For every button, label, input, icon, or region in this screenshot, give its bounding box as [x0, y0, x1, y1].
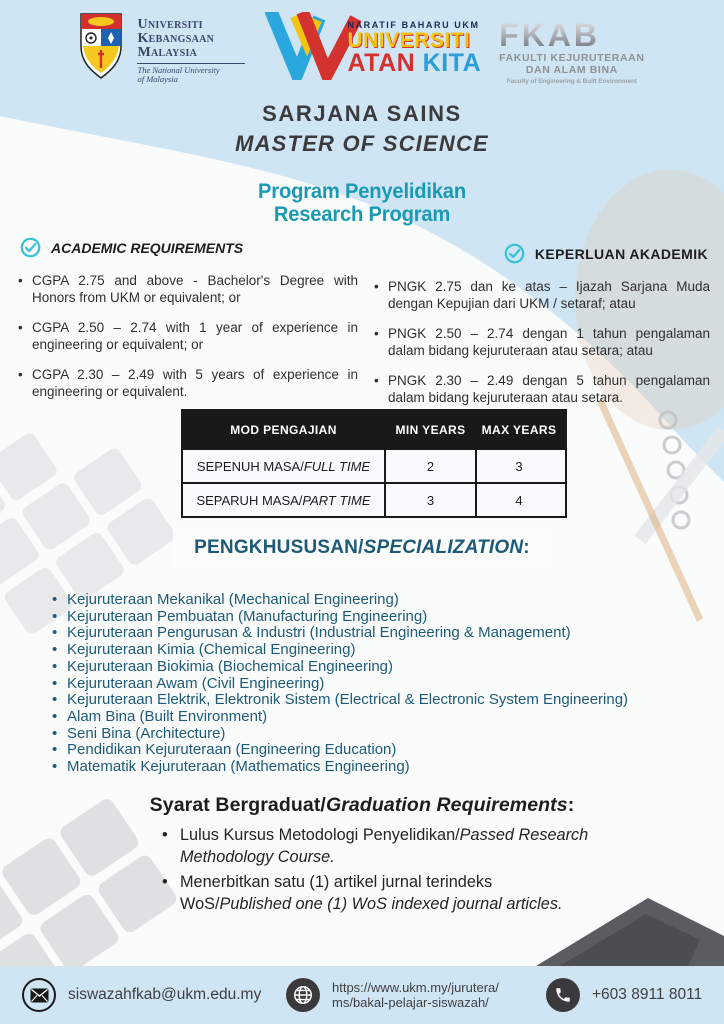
- title-english: MASTER OF SCIENCE: [235, 131, 489, 156]
- email-icon: [22, 978, 56, 1012]
- globe-icon: [286, 978, 320, 1012]
- watan-kita-logo: [265, 12, 481, 80]
- specialization-item: • Kejuruteraan Pengurusan & Industri (Industrial Engineering & Management): [50, 625, 714, 642]
- graduation-heading: Syarat Bergraduat/Graduation Requirements:: [149, 794, 575, 816]
- phone-number: +603 8911 8011: [592, 986, 703, 1003]
- table-row: [183, 482, 565, 516]
- footer-phone: [546, 966, 702, 1024]
- academic-requirements-section: [16, 237, 358, 413]
- ukm-name-block: [137, 18, 245, 84]
- website-url: https://www.ukm.my/jurutera/ ms/bakal-pelajar-siswazah/: [332, 980, 499, 1010]
- title-malay: SARJANA SAINS: [262, 101, 462, 126]
- fkab-faculty-line: DAN ALAM BINA: [525, 64, 618, 76]
- table-header-row: [183, 411, 565, 448]
- specialization-item: • Kejuruteraan Elektrik, Elektronik Sistem (Electrical & Electronic System Engineering): [50, 692, 714, 709]
- specialization-item: • Kejuruteraan Awam (Civil Engineering): [50, 676, 714, 693]
- graduation-item: • Lulus Kursus Metodologi Penyelidikan/Passed Research Methodology Course.: [160, 824, 598, 868]
- divider: [137, 63, 245, 64]
- section-heading: KEPERLUAN AKADEMIK: [534, 245, 708, 262]
- requirement-item: • CGPA 2.30 – 2.49 with 5 years of experience in engineering or equivalent.: [16, 366, 358, 400]
- table-row: [183, 448, 565, 482]
- min-years-cell: 2: [384, 450, 475, 482]
- table-body: [183, 448, 565, 516]
- section-heading: ACADEMIC REQUIREMENTS: [51, 239, 244, 256]
- max-years-cell: 3: [475, 450, 561, 482]
- requirement-item: • CGPA 2.50 – 2.74 with 1 year of experience in engineering or equivalent; or: [16, 319, 358, 353]
- watan-atan-kita: ATAN KITA: [347, 49, 482, 77]
- program-title: [14, 180, 709, 226]
- mode-cell: SEPARUH MASA/ PART TIME: [196, 492, 371, 508]
- check-icon: [20, 237, 41, 258]
- graduation-section: [0, 794, 724, 918]
- requirement-item: • PNGK 2.30 – 2.49 dengan 5 tahun pengalaman dalam bidang kejuruteraan atau setara.: [372, 372, 710, 406]
- specialization-list: [50, 592, 714, 776]
- fkab-faculty-line: FAKULTI KEJURUTERAAN: [499, 52, 645, 64]
- ukm-name-line: Kebangsaan: [137, 31, 215, 46]
- specialization-item: • Kejuruteraan Kimia (Chemical Engineering): [50, 642, 714, 659]
- program-title-english: Research Program: [273, 203, 451, 226]
- column-header-mode: MOD PENGAJIAN: [230, 422, 337, 437]
- watan-kicker: NARATIF BAHARU UKM: [347, 20, 480, 30]
- specialization-item: • Kejuruteraan Biokimia (Biochemical Engineering): [50, 659, 714, 676]
- ukm-tagline: The National University: [137, 65, 220, 75]
- specialization-item: • Alam Bina (Built Environment): [50, 709, 714, 726]
- max-years-cell: 4: [475, 484, 561, 516]
- fkab-acronym: FKAB: [499, 20, 644, 50]
- ukm-tagline: of Malaysia: [137, 74, 178, 84]
- academic-requirements-list: [16, 272, 358, 400]
- keperluan-akademik-list: [372, 278, 710, 406]
- ukm-name-line: Universiti: [137, 17, 203, 32]
- graduation-list: [126, 824, 598, 918]
- footer-email: [22, 966, 261, 1024]
- fkab-logo: [499, 17, 645, 85]
- study-mode-table: [181, 409, 567, 518]
- footer-website: [286, 966, 499, 1024]
- footer: [0, 966, 724, 1024]
- column-header-max-years: MAX YEARS: [475, 411, 561, 448]
- specialization-item: • Kejuruteraan Pembuatan (Manufacturing Engineering): [50, 609, 714, 626]
- mode-cell: SEPENUH MASA/ FULL TIME: [196, 458, 371, 474]
- specialization-section: [50, 592, 714, 776]
- page-title: [0, 101, 724, 157]
- email-address: siswazahfkab@ukm.edu.my: [68, 986, 262, 1003]
- requirement-item: • CGPA 2.75 and above - Bachelor's Degree with Honors from UKM or equivalent; or: [16, 272, 358, 306]
- watan-universiti: UNIVERSITI: [347, 29, 471, 52]
- specialization-item: • Seni Bina (Architecture): [50, 726, 714, 743]
- ukm-name-line: Malaysia: [137, 45, 198, 60]
- specialization-heading: PENGKHUSUSAN/SPECIALIZATION:: [173, 529, 551, 567]
- specialization-item: • Matematik Kejuruteraan (Mathematics Engineering): [50, 759, 714, 776]
- fkab-faculty-line: Faculty of Engineering & Built Environment: [506, 78, 637, 85]
- program-title-malay: Program Penyelidikan: [258, 180, 466, 203]
- column-header-min-years: MIN YEARS: [384, 411, 475, 448]
- min-years-cell: 3: [384, 484, 475, 516]
- graduation-item: • Menerbitkan satu (1) artikel jurnal terindeks WoS/Published one (1) WoS indexed journal articles.: [160, 871, 598, 915]
- keperluan-akademik-section: [372, 243, 710, 419]
- ukm-crest-logo: [79, 12, 123, 80]
- phone-icon: [546, 978, 580, 1012]
- header: [0, 12, 724, 85]
- specialization-item: • Kejuruteraan Mekanikal (Mechanical Engineering): [50, 592, 714, 609]
- requirement-item: • PNGK 2.50 – 2.74 dengan 1 tahun pengalaman dalam bidang kejuruteraan atau setara; atau: [372, 325, 710, 359]
- specialization-item: • Pendidikan Kejuruteraan (Engineering Education): [50, 742, 714, 759]
- requirement-item: • PNGK 2.75 dan ke atas – Ijazah Sarjana Muda dengan Kepujian dari UKM / setaraf; atau: [372, 278, 710, 312]
- check-icon: [504, 243, 525, 264]
